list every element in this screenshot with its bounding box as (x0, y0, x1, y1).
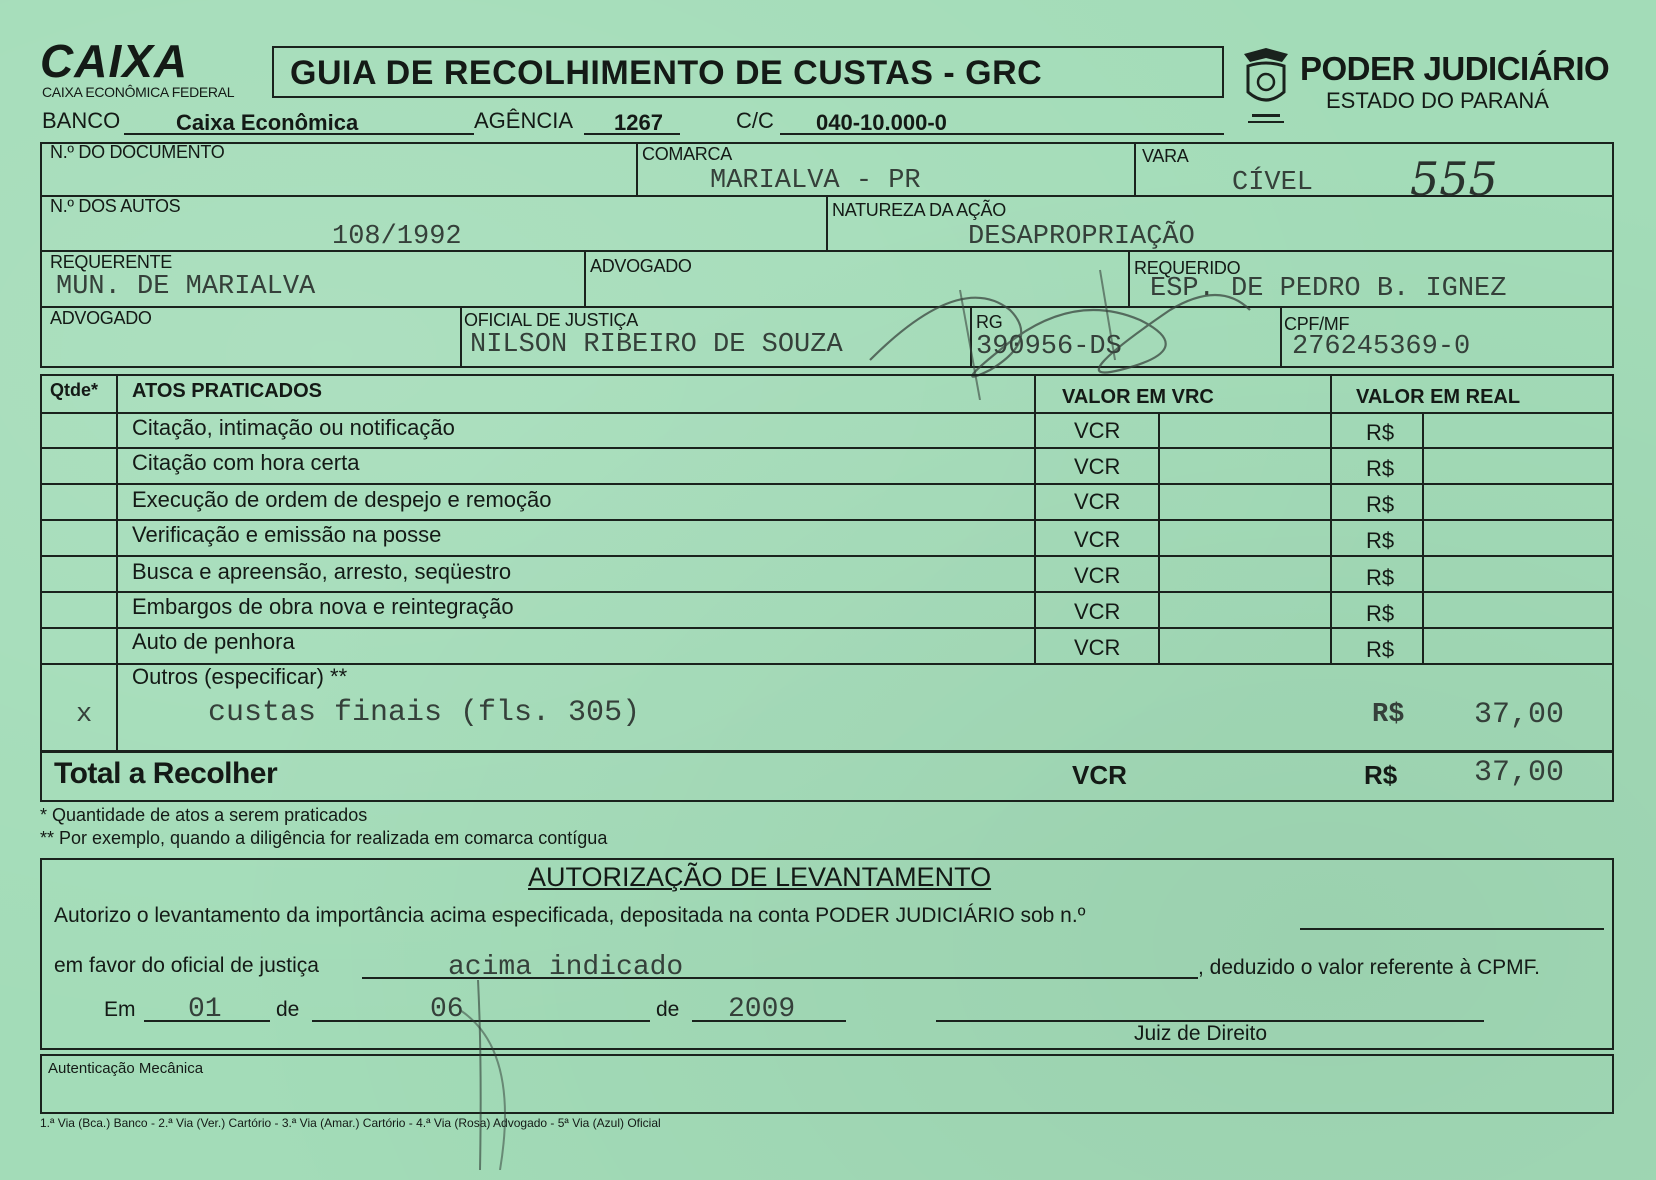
favor-value: acima indicado (448, 952, 684, 983)
authority-title: PODER JUDICIÁRIO (1300, 50, 1610, 87)
outros-label: Outros (especificar) ** (132, 664, 348, 689)
coat-of-arms-icon (1238, 44, 1294, 130)
comarca-label: COMARCA (642, 144, 732, 164)
vcr-label: VCR (1074, 454, 1121, 479)
ato-label: Citação, intimação ou notificação (132, 415, 455, 440)
outros-qtde: x (76, 700, 93, 730)
header-vrc: VALOR EM VRC (1062, 386, 1214, 408)
requerido-value: ESP. DE PEDRO B. IGNEZ (1150, 274, 1507, 304)
date-year: 2009 (728, 994, 796, 1025)
date-month: 06 (430, 994, 464, 1025)
title-box (272, 46, 1224, 98)
em-label: Em (104, 998, 136, 1021)
favor-prefix: em favor do oficial de justiça (54, 954, 319, 977)
autorizacao-text: Autorizo o levantamento da importância acima especificada, depositada na conta PODER JUDICIÁRIO sob n.º (54, 904, 1086, 927)
total-value: 37,00 (1474, 756, 1565, 790)
vcr-label: VCR (1074, 489, 1121, 514)
outros-desc: custas finais (fls. 305) (208, 696, 641, 730)
total-label: Total a Recolher (54, 757, 278, 790)
outros-rs: R$ (1372, 700, 1405, 730)
favor-suffix: , deduzido o valor referente à CPMF. (1198, 956, 1541, 979)
vcr-label: VCR (1074, 418, 1121, 443)
page-title: GUIA DE RECOLHIMENTO DE CUSTAS - GRC (290, 54, 1043, 92)
footnote-1: * Quantidade de atos a serem praticados (40, 805, 368, 825)
caixa-subtitle: CAIXA ECONÔMICA FEDERAL (42, 84, 235, 100)
vcr-label: VCR (1074, 527, 1121, 552)
de-label-1: de (276, 998, 300, 1021)
ato-label: Busca e apreensão, arresto, seqüestro (132, 559, 512, 584)
outros-value: 37,00 (1474, 698, 1565, 732)
rg-value: 390956-DS (976, 332, 1122, 362)
ato-label: Citação com hora certa (132, 450, 360, 475)
rs-label: R$ (1366, 528, 1395, 553)
rs-label: R$ (1366, 565, 1395, 590)
vara-handwritten: 555 (1410, 152, 1498, 206)
advogado1-label: ADVOGADO (590, 256, 692, 276)
requerente-value: MUN. DE MARIALVA (56, 272, 316, 302)
rs-label: R$ (1366, 420, 1395, 445)
rg-label: RG (976, 312, 1003, 332)
autos-value: 108/1992 (332, 222, 462, 252)
header-real: VALOR EM REAL (1356, 386, 1521, 408)
documento-label: N.º DO DOCUMENTO (50, 142, 225, 162)
autenticacao-label: Autenticação Mecânica (48, 1060, 204, 1077)
header-atos: ATOS PRATICADOS (132, 380, 323, 402)
vara-value: CÍVEL (1232, 168, 1314, 198)
authority-subtitle: ESTADO DO PARANÁ (1326, 88, 1549, 113)
juiz-label: Juiz de Direito (1134, 1022, 1268, 1045)
cc-label: C/C (736, 108, 774, 133)
banco-value: Caixa Econômica (176, 110, 359, 135)
rs-label: R$ (1366, 456, 1395, 481)
vara-label: VARA (1142, 146, 1189, 166)
requerido-label: REQUERIDO (1134, 258, 1241, 278)
caixa-logo: CAIXA (40, 35, 189, 87)
vias-footer: 1.ª Via (Bca.) Banco - 2.ª Via (Ver.) Cartório - 3.ª Via (Amar.) Cartório - 4.ª Via (Rosa) Advogado - 5ª Via (Azul) Oficial (40, 1116, 661, 1130)
advogado2-label: ADVOGADO (50, 308, 152, 328)
vcr-label: VCR (1074, 599, 1121, 624)
autos-label: N.º DOS AUTOS (50, 196, 181, 216)
agencia-value: 1267 (614, 110, 663, 135)
rs-label: R$ (1366, 601, 1395, 626)
vcr-label: VCR (1074, 635, 1121, 660)
banco-label: BANCO (42, 108, 121, 133)
date-day: 01 (188, 994, 222, 1025)
requerente-label: REQUERENTE (50, 252, 173, 272)
comarca-value: MARIALVA - PR (710, 166, 921, 196)
ato-label: Execução de ordem de despejo e remoção (132, 487, 552, 512)
footnote-2: ** Por exemplo, quando a diligência for realizada em comarca contígua (40, 828, 608, 848)
rs-label: R$ (1366, 492, 1395, 517)
header-qtde: Qtde* (50, 380, 99, 400)
ato-label: Verificação e emissão na posse (132, 522, 442, 547)
de-label-2: de (656, 998, 680, 1021)
rs-label: R$ (1366, 637, 1395, 662)
cpf-label: CPF/MF (1284, 314, 1350, 334)
oficial-label: OFICIAL DE JUSTIÇA (464, 310, 638, 330)
autenticacao-box (40, 1054, 1614, 1114)
pen-stroke (420, 980, 540, 1170)
ato-label: Auto de penhora (132, 629, 295, 654)
ato-label: Embargos de obra nova e reintegração (132, 594, 514, 619)
cc-value: 040-10.000-0 (816, 110, 947, 135)
cpf-value: 276245369-0 (1292, 332, 1471, 362)
total-rs: R$ (1364, 760, 1398, 790)
oficial-value: NILSON RIBEIRO DE SOUZA (470, 330, 843, 360)
natureza-value: DESAPROPRIAÇÃO (968, 222, 1195, 252)
natureza-label: NATUREZA DA AÇÃO (832, 200, 1006, 220)
agencia-label: AGÊNCIA (474, 108, 574, 133)
vcr-label: VCR (1074, 563, 1121, 588)
total-vcr: VCR (1072, 760, 1127, 790)
autorizacao-title: AUTORIZAÇÃO DE LEVANTAMENTO (528, 862, 992, 892)
